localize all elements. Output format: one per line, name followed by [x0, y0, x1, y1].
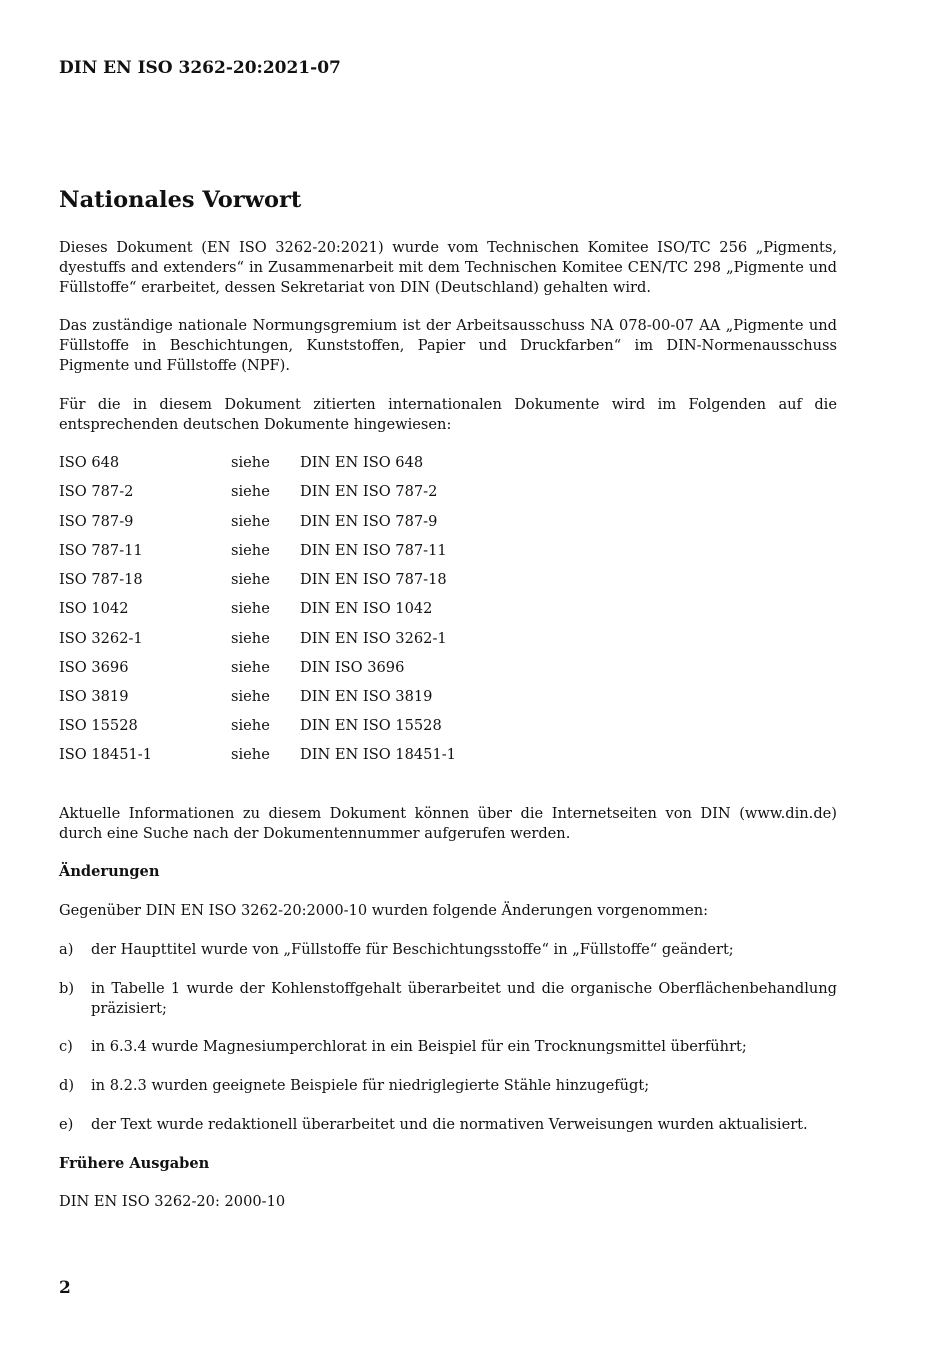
iso-reference: ISO 3696	[59, 659, 129, 676]
din-reference: DIN EN ISO 787-2	[300, 483, 438, 500]
see-label: siehe	[231, 746, 270, 763]
iso-reference: ISO 3819	[59, 688, 129, 705]
reference-row	[59, 570, 559, 590]
paragraph-national-body: Das zuständige nationale Normungsgremium ist der Arbeitsausschuss NA 078-00-07 AA „Pigmente und Füllstoffe in Beschichtungen, Kunststoffen, Papier und Druckfarben“ im DIN-Normenausschuss Pigmente und Füllstoffe (NPF).	[59, 317, 837, 374]
previous-editions-heading: Frühere Ausgaben	[59, 1155, 210, 1172]
list-item	[59, 1115, 837, 1135]
din-reference: DIN EN ISO 3262-1	[300, 630, 447, 647]
see-label: siehe	[231, 630, 270, 647]
din-reference: DIN EN ISO 18451-1	[300, 746, 456, 763]
iso-reference: ISO 787-2	[59, 483, 134, 500]
reference-row	[59, 716, 559, 736]
din-reference: DIN EN ISO 1042	[300, 600, 433, 617]
reference-row	[59, 599, 559, 619]
iso-reference: ISO 18451-1	[59, 746, 153, 763]
iso-reference: ISO 1042	[59, 600, 129, 617]
reference-row	[59, 482, 559, 502]
previous-editions-text: DIN EN ISO 3262-20: 2000-10	[59, 1193, 286, 1210]
reference-row	[59, 512, 559, 532]
see-label: siehe	[231, 571, 270, 588]
changes-heading: Änderungen	[59, 863, 160, 880]
list-marker: a)	[59, 941, 74, 958]
din-reference: DIN EN ISO 787-11	[300, 542, 447, 559]
paragraph-references-intro: Für die in diesem Dokument zitierten internationalen Dokumente wird im Folgenden auf die entsprechenden deutschen Dokumente hingewiesen:	[59, 396, 837, 433]
list-item	[59, 940, 837, 960]
list-marker: e)	[59, 1116, 74, 1133]
din-reference: DIN EN ISO 648	[300, 454, 424, 471]
list-marker: c)	[59, 1038, 73, 1055]
reference-row	[59, 745, 559, 765]
list-item-text: in Tabelle 1 wurde der Kohlenstoffgehalt überarbeitet und die organische Oberflächenbehandlung präzisiert;	[91, 980, 837, 1017]
page-title: Nationales Vorwort	[59, 187, 302, 213]
list-item-text: in 8.2.3 wurden geeignete Beispiele für niedriglegierte Stähle hinzugefügt;	[91, 1077, 650, 1094]
document-id-header: DIN EN ISO 3262-20:2021-07	[59, 58, 341, 78]
list-item	[59, 979, 837, 1019]
see-label: siehe	[231, 659, 270, 676]
list-item-text: der Haupttitel wurde von „Füllstoffe für Beschichtungsstoffe“ in „Füllstoffe“ geändert;	[91, 941, 734, 958]
din-reference: DIN EN ISO 15528	[300, 717, 442, 734]
din-reference: DIN EN ISO 3819	[300, 688, 433, 705]
iso-reference: ISO 15528	[59, 717, 138, 734]
list-item	[59, 1076, 837, 1096]
see-label: siehe	[231, 542, 270, 559]
din-reference: DIN ISO 3696	[300, 659, 405, 676]
list-item-text: der Text wurde redaktionell überarbeitet und die normativen Verweisungen wurden aktualisiert.	[91, 1116, 808, 1133]
iso-reference: ISO 787-11	[59, 542, 143, 559]
reference-row	[59, 658, 559, 678]
reference-row	[59, 541, 559, 561]
list-item	[59, 1037, 837, 1057]
see-label: siehe	[231, 717, 270, 734]
reference-row	[59, 629, 559, 649]
see-label: siehe	[231, 688, 270, 705]
din-reference: DIN EN ISO 787-18	[300, 571, 447, 588]
page-number: 2	[59, 1278, 71, 1298]
din-reference: DIN EN ISO 787-9	[300, 513, 438, 530]
paragraph-current-info: Aktuelle Informationen zu diesem Dokument können über die Internetseiten von DIN (www.din.de) durch eine Suche nach der Dokumentennummer aufgerufen werden.	[59, 805, 837, 842]
list-marker: d)	[59, 1077, 75, 1094]
iso-reference: ISO 787-9	[59, 513, 134, 530]
list-marker: b)	[59, 980, 75, 997]
paragraph-committee: Dieses Dokument (EN ISO 3262-20:2021) wurde vom Technischen Komitee ISO/TC 256 „Pigments, dyestuffs and extenders“ in Zusammenarbeit mit dem Technischen Komitee CEN/TC 298 „Pigmente und Füllstoffe“ erarbeitet, dessen Sekretariat von DIN (Deutschland) gehalten wird.	[59, 239, 837, 296]
see-label: siehe	[231, 483, 270, 500]
iso-reference: ISO 3262-1	[59, 630, 143, 647]
see-label: siehe	[231, 513, 270, 530]
reference-row	[59, 687, 559, 707]
iso-reference: ISO 787-18	[59, 571, 143, 588]
iso-reference: ISO 648	[59, 454, 120, 471]
see-label: siehe	[231, 454, 270, 471]
see-label: siehe	[231, 600, 270, 617]
list-item-text: in 6.3.4 wurde Magnesiumperchlorat in ein Beispiel für ein Trocknungsmittel überführt;	[91, 1038, 747, 1055]
changes-intro: Gegenüber DIN EN ISO 3262-20:2000-10 wurden folgende Änderungen vorgenommen:	[59, 902, 709, 919]
reference-row	[59, 453, 559, 473]
